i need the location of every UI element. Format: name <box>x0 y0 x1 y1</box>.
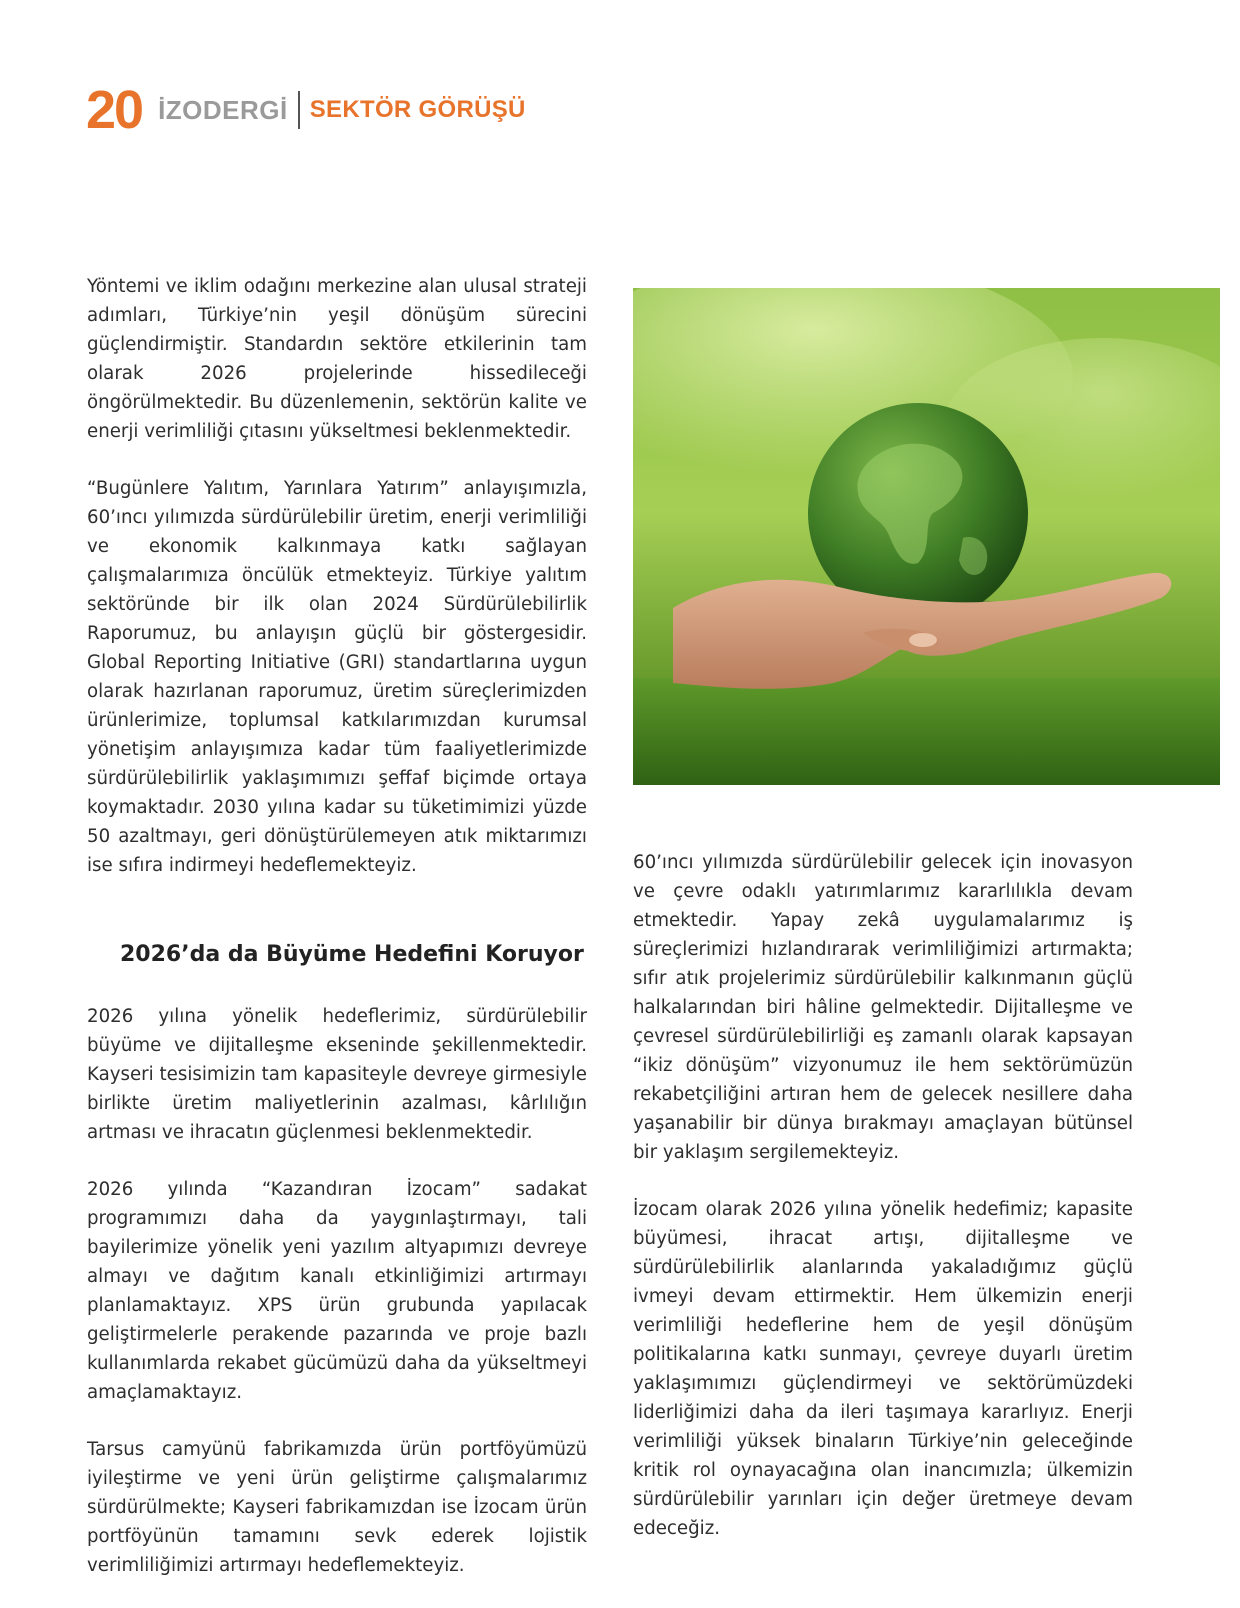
header-divider <box>298 91 300 129</box>
hand-holding-globe-photo <box>633 288 1220 785</box>
paragraph: 2026 yılında “Kazandıran İzocam” sadakat programımızı daha da yaygınlaştırmayı, tali bayilerimize yönelik yeni yazılım altyapımızı devreye almayı ve dağıtım kanalı etkinliğimizi artırmayı planlamaktayız. XPS ürün grubunda yapılacak geliştirmelerle perakende pazarında ve proje bazlı kullanımlarda rekabet gücümüzü daha da yükseltmeyi amaçlamaktayız. <box>87 1179 587 1403</box>
paragraph: 60’ıncı yılımızda sürdürülebilir gelecek için inovasyon ve çevre odaklı yatırımlarımız kararlılıkla devam etmektedir. Yapay zekâ uygulamalarımız iş süreçlerimizi hızlandırarak verimliliğimizi artırmakta; sıfır atık projelerimiz sürdürülebilir kalkınmanın güçlü halkalarından biri hâline gelmektedir. Dijitalleşme ve çevresel sürdürülebilirliği eş zamanlı olarak kapsayan “ikiz dönüşüm” vizyonumuz ile hem sektörümüzün rekabetçiliğini artıran hem de gelecek nesillere daha yaşanabilir bir dünya bırakmayı amaçlayan bütünsel bir yaklaşım sergilemekteyiz. <box>633 852 1133 1163</box>
page-number: 20 <box>86 80 143 140</box>
paragraph: “Bugünlere Yalıtım, Yarınlara Yatırım” anlayışımızla, 60’ıncı yılımızda sürdürülebilir üretim, enerji verimliliği ve ekonomik kalkınmaya katkı sağlayan çalışmalarımıza öncülük etmekteyiz. Türkiye yalıtım sektöründe bir ilk olan 2024 Sürdürülebilirlik Raporumuz, bu anlayışın güçlü bir göstergesidir. Global Reporting Initiative (GRI) standartlarına uygun olarak hazırlanan raporumuz, üretim süreçlerimizden ürünlerimize, toplumsal katkılarımızdan kurumsal yönetişim anlayışımıza kadar tüm faaliyetlerimizde sürdürülebilirlik yaklaşımımızı şeffaf biçimde ortaya koymaktadır. 2030 yılına kadar su tüketimimizi yüzde 50 azaltmayı, geri dönüştürülemeyen atık miktarımızı ise sıfıra indirmeyi hedeflemekteyiz. <box>87 478 587 876</box>
subheading: 2026’da da Büyüme Hedefini Koruyor <box>120 942 584 967</box>
right-column <box>633 848 1133 1571</box>
left-column <box>87 272 587 1608</box>
paragraph: İzocam olarak 2026 yılına yönelik hedefimiz; kapasite büyümesi, ihracat artışı, dijitalleşme ve sürdürülebilirlik alanlarında yakaladığımız güçlü ivmeyi devam ettirmektir. Hem ülkemizin enerji verimliliği hedeflerine hem de yeşil dönüşüm politikalarına katkı sunmayı, çevreye duyarlı üretim yaklaşımımızı güçlendirmeyi ve sektörümüzdeki liderliğimizi daha da ileri taşımaya kararlıyız. Enerji verimliliği yüksek binaların Türkiye’nin geleceğinde kritik rol oynayacağına olan inancımızla; ülkemizin sürdürülebilir yarınları için değer üretmeye devam edeceğiz. <box>633 1199 1133 1539</box>
globe-icon <box>633 288 1220 785</box>
paragraph: Yöntemi ve iklim odağını merkezine alan ulusal strateji adımları, Türkiye’nin yeşil dönüşüm sürecini güçlendirmiştir. Standardın sektöre etkilerinin tam olarak 2026 projelerinde hissedileceği öngörülmektedir. Bu düzenlemenin, sektörün kalite ve enerji verimliliği çıtasını yükseltmesi beklenmektedir. <box>87 276 587 442</box>
section-title: SEKTÖR GÖRÜŞÜ <box>309 96 526 123</box>
paragraph: 2026 yılına yönelik hedeflerimiz, sürdürülebilir büyüme ve dijitalleşme ekseninde şekillenmektedir. Kayseri tesisimizin tam kapasiteyle devreye girmesiyle birlikte üretim maliyetlerinin azalması, kârlılığın artması ve ihracatın güçlenmesi beklenmektedir. <box>87 1006 587 1143</box>
magazine-name: İZODERGİ <box>158 94 288 125</box>
page-header <box>86 80 526 140</box>
paragraph: Tarsus camyünü fabrikamızda ürün portföyümüzü iyileştirme ve yeni ürün geliştirme çalışmalarımız sürdürülmekte; Kayseri fabrikamızdan ise İzocam ürün portföyünün tamamını sevk ederek lojistik verimliliğimizi artırmayı hedeflemekteyiz. <box>87 1439 587 1576</box>
